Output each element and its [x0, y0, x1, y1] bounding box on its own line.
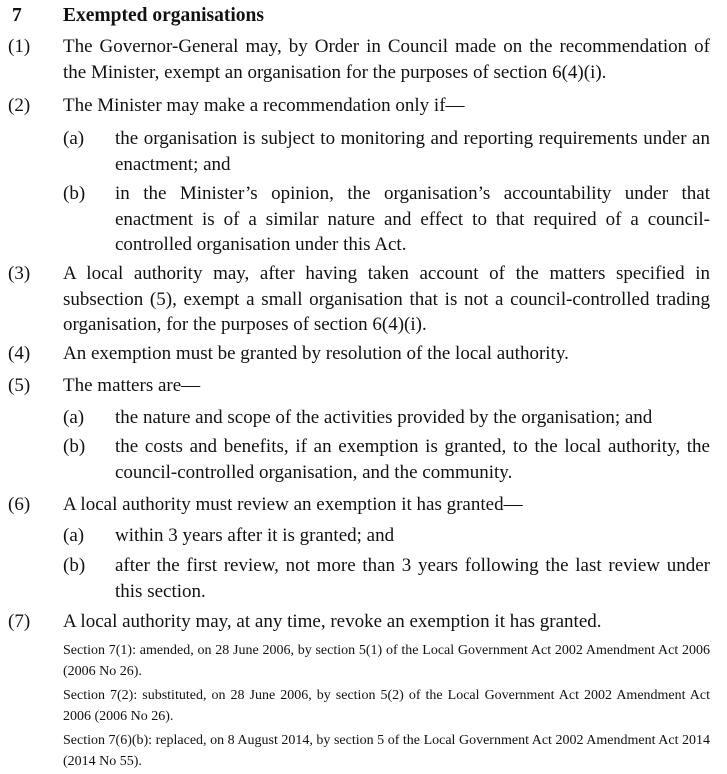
- subsection-label: (3): [8, 263, 31, 284]
- paragraph-text: within 3 years after it is granted; and: [115, 525, 395, 546]
- paragraph-text: after the first review, not more than 3 years following the last review under this section.: [115, 555, 710, 602]
- subsection-label: (5): [8, 375, 31, 396]
- paragraph-text: the nature and scope of the activities provided by the organisation; and: [115, 407, 653, 428]
- paragraph-2a: [0, 126, 727, 177]
- subsection-label: (6): [8, 494, 31, 515]
- subsection-label: (1): [8, 36, 31, 57]
- paragraph-2b: [0, 181, 727, 258]
- paragraph-label: (b): [63, 436, 86, 457]
- paragraph-label: (a): [63, 407, 85, 428]
- paragraph-label: (b): [63, 555, 86, 576]
- history-note: Section 7(1): amended, on 28 June 2006, by section 5(1) of the Local Government Act 2002 Amendment Act 2006 (2006 No 26).: [63, 643, 710, 679]
- subsection-1: [0, 34, 727, 85]
- subsection-3: [0, 261, 727, 338]
- subsection-label: (7): [8, 611, 31, 632]
- subsection-text: The Governor-General may, by Order in Council made on the recommendation of the Minister, exempt an organisation for the purposes of section 6(4)(i).: [63, 36, 710, 83]
- subsection-text: The matters are—: [63, 375, 201, 396]
- history-note: Section 7(2): substituted, on 28 June 2006, by section 5(2) of the Local Government Act 2002 Amendment Act 2006 (2006 No 26).: [63, 688, 710, 724]
- subsection-text: A local authority may, at any time, revoke an exemption it has granted.: [63, 611, 602, 632]
- section-heading: [0, 5, 727, 31]
- subsection-5: [0, 373, 727, 399]
- subsection-6: [0, 492, 727, 518]
- paragraph-label: (b): [63, 183, 86, 204]
- paragraph-6a: [0, 523, 727, 549]
- paragraph-label: (a): [63, 128, 85, 149]
- section-title: Exempted organisations: [63, 5, 264, 26]
- section-number: 7: [12, 5, 22, 26]
- subsection-4: [0, 341, 727, 367]
- paragraph-text: the organisation is subject to monitoring and reporting requirements under an enactment; and: [115, 128, 710, 175]
- paragraph-5b: [0, 434, 727, 485]
- subsection-text: An exemption must be granted by resolution of the local authority.: [63, 343, 569, 364]
- paragraph-text: the costs and benefits, if an exemption is granted, to the local authority, the council-controlled organisation, and the community.: [115, 436, 710, 483]
- subsection-2: [0, 93, 727, 119]
- subsection-label: (4): [8, 343, 31, 364]
- paragraph-5a: [0, 405, 727, 431]
- paragraph-6b: [0, 553, 727, 604]
- subsection-text: The Minister may make a recommendation only if—: [63, 95, 465, 116]
- subsection-7: [0, 609, 727, 635]
- paragraph-label: (a): [63, 525, 85, 546]
- subsection-label: (2): [8, 95, 31, 116]
- paragraph-text: in the Minister’s opinion, the organisation’s accountability under that enactment is of a similar nature and effect to that required of a council-controlled organisation under this Act.: [115, 183, 710, 255]
- history-note: Section 7(6)(b): replaced, on 8 August 2014, by section 5 of the Local Government Act 2002 Amendment Act 2014 (2014 No 55).: [63, 733, 710, 769]
- subsection-text: A local authority may, after having taken account of the matters specified in subsection (5), exempt a small organisation that is not a council-controlled trading organisation, for the purposes of section 6(4)(i).: [63, 263, 710, 335]
- subsection-text: A local authority must review an exemption it has granted—: [63, 494, 523, 515]
